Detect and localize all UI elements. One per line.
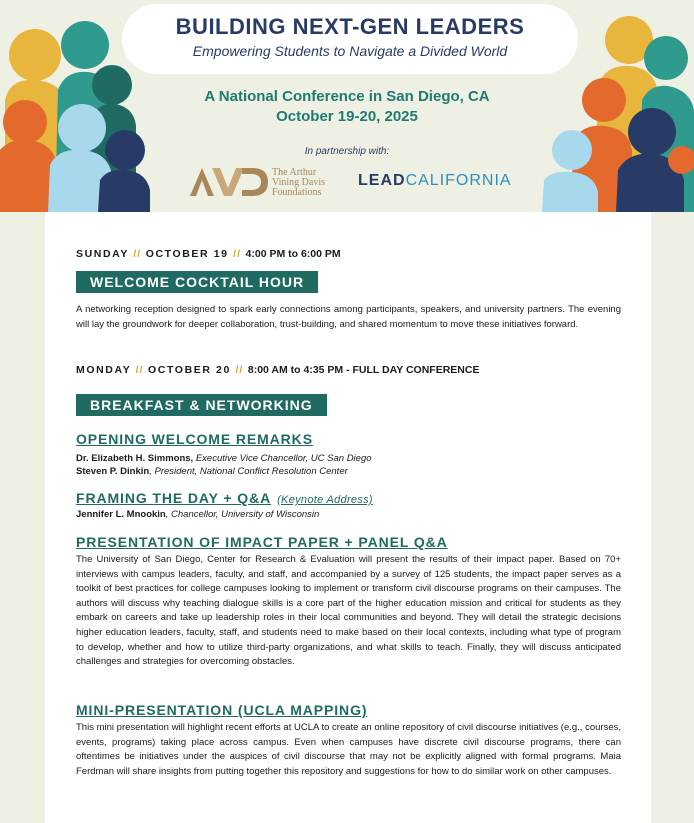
- conference-dates: October 19-20, 2025: [276, 108, 418, 125]
- speaker-name: Dr. Elizabeth H. Simmons,: [76, 453, 194, 464]
- impact-paper-description: The University of San Diego, Center for Research & Evaluation will present the results of their impact paper. Based on 70+ interviews with campus leaders, faculty, and staff, and accompanied by a survey of 125 students, the impact paper serves as a toolkit of best practices for college campuses looking to implement or transform civil discourse programs on their campuses. The authors will discuss why teaching dialogue skills is a core part of the higher education mission and critical for students as they embark on careers and take up leadership roles in their local communities and beyond. They will detail the strategic decisions higher education leaders, faculty, staff, and students need to make based on their local contexts, including what type of program to develop, whether and how to utilize third-party organizations, and what skills to teach. Finally, they will discuss anticipated challenges and strategies for overcoming obstacles.: [76, 554, 621, 668]
- page-title: BUILDING NEXT-GEN LEADERS: [175, 14, 525, 39]
- monday-day: MONDAY: [76, 364, 132, 376]
- schedule-content: [45, 212, 651, 823]
- speaker-name: Jennifer L. Mnookin: [76, 509, 166, 520]
- speaker-role: , President, National Conflict Resolution Center: [149, 466, 348, 477]
- lead-logo-part-1: LEAD: [358, 172, 406, 189]
- avd-line-2: Vining Davis: [272, 177, 326, 188]
- speaker-name: Steven P. Dinkin: [76, 466, 150, 477]
- keynote-label: (Keynote Address): [277, 494, 373, 506]
- monday-date-line: [76, 364, 479, 376]
- sunday-day: SUNDAY: [76, 248, 129, 260]
- avd-logo-text: [272, 168, 325, 198]
- conference-location: A National Conference in San Diego, CA: [204, 88, 490, 105]
- separator: //: [233, 248, 241, 260]
- sunday-date: OCTOBER 19: [145, 248, 229, 260]
- speaker-role: Executive Vice Chancellor, UC San Diego: [195, 453, 372, 464]
- avd-line-1: The Arthur: [272, 167, 317, 178]
- monday-time: 8:00 AM to 4:35 PM - FULL DAY CONFERENCE: [247, 364, 480, 376]
- title-pill: [122, 4, 578, 74]
- avd-monogram-icon: [190, 166, 268, 198]
- breakfast-networking-banner: BREAKFAST & NETWORKING: [76, 394, 327, 416]
- separator: //: [135, 364, 144, 376]
- monday-date: OCTOBER 20: [148, 364, 231, 376]
- avd-line-3: Foundations: [272, 187, 322, 198]
- framing-day-title: [76, 490, 373, 506]
- separator: //: [235, 364, 244, 376]
- impact-paper-title: PRESENTATION OF IMPACT PAPER + PANEL Q&A: [76, 534, 448, 550]
- lead-california-logo: [358, 172, 512, 190]
- opening-remarks-title: OPENING WELCOME REMARKS: [76, 431, 313, 447]
- partnership-label: In partnership with:: [304, 146, 390, 157]
- sunday-time: 4:00 PM to 6:00 PM: [245, 248, 341, 260]
- separator: //: [133, 248, 142, 260]
- lead-logo-part-2: CALIFORNIA: [405, 172, 512, 189]
- cocktail-description: A networking reception designed to spark early connections among participants, speakers, and university partners. The evening will lay the groundwork for deeper collaboration, trust-building, and shared momentum to move these initiatives forward.: [76, 304, 621, 330]
- speaker-role: , Chancellor, University of Wisconsin: [165, 509, 320, 520]
- header-banner: [0, 0, 694, 212]
- framing-speaker: [76, 509, 319, 520]
- mini-presentation-description: This mini presentation will highlight recent efforts at UCLA to create an online repository of civil discourse initiatives (e.g., courses, events, programs) taking place across campus. Even when campuses have discrete civil discourse programs, there can oftentimes be initiatives under the auspices of civil discourse that may not be explicitly aligned with formal programs. Maia Ferdman will share insights from putting together this repository and suggestions for how to do similar work on other campuses.: [76, 722, 621, 777]
- welcome-cocktail-banner: WELCOME COCKTAIL HOUR: [76, 271, 318, 293]
- mini-presentation-title: MINI-PRESENTATION (UCLA MAPPING): [76, 702, 368, 718]
- page-subtitle: Empowering Students to Navigate a Divided World: [192, 43, 508, 59]
- framing-title-text: FRAMING THE DAY + Q&A: [76, 490, 272, 506]
- sunday-date-line: [76, 248, 341, 260]
- opening-speaker-1: [76, 453, 372, 464]
- opening-speaker-2: [76, 466, 348, 477]
